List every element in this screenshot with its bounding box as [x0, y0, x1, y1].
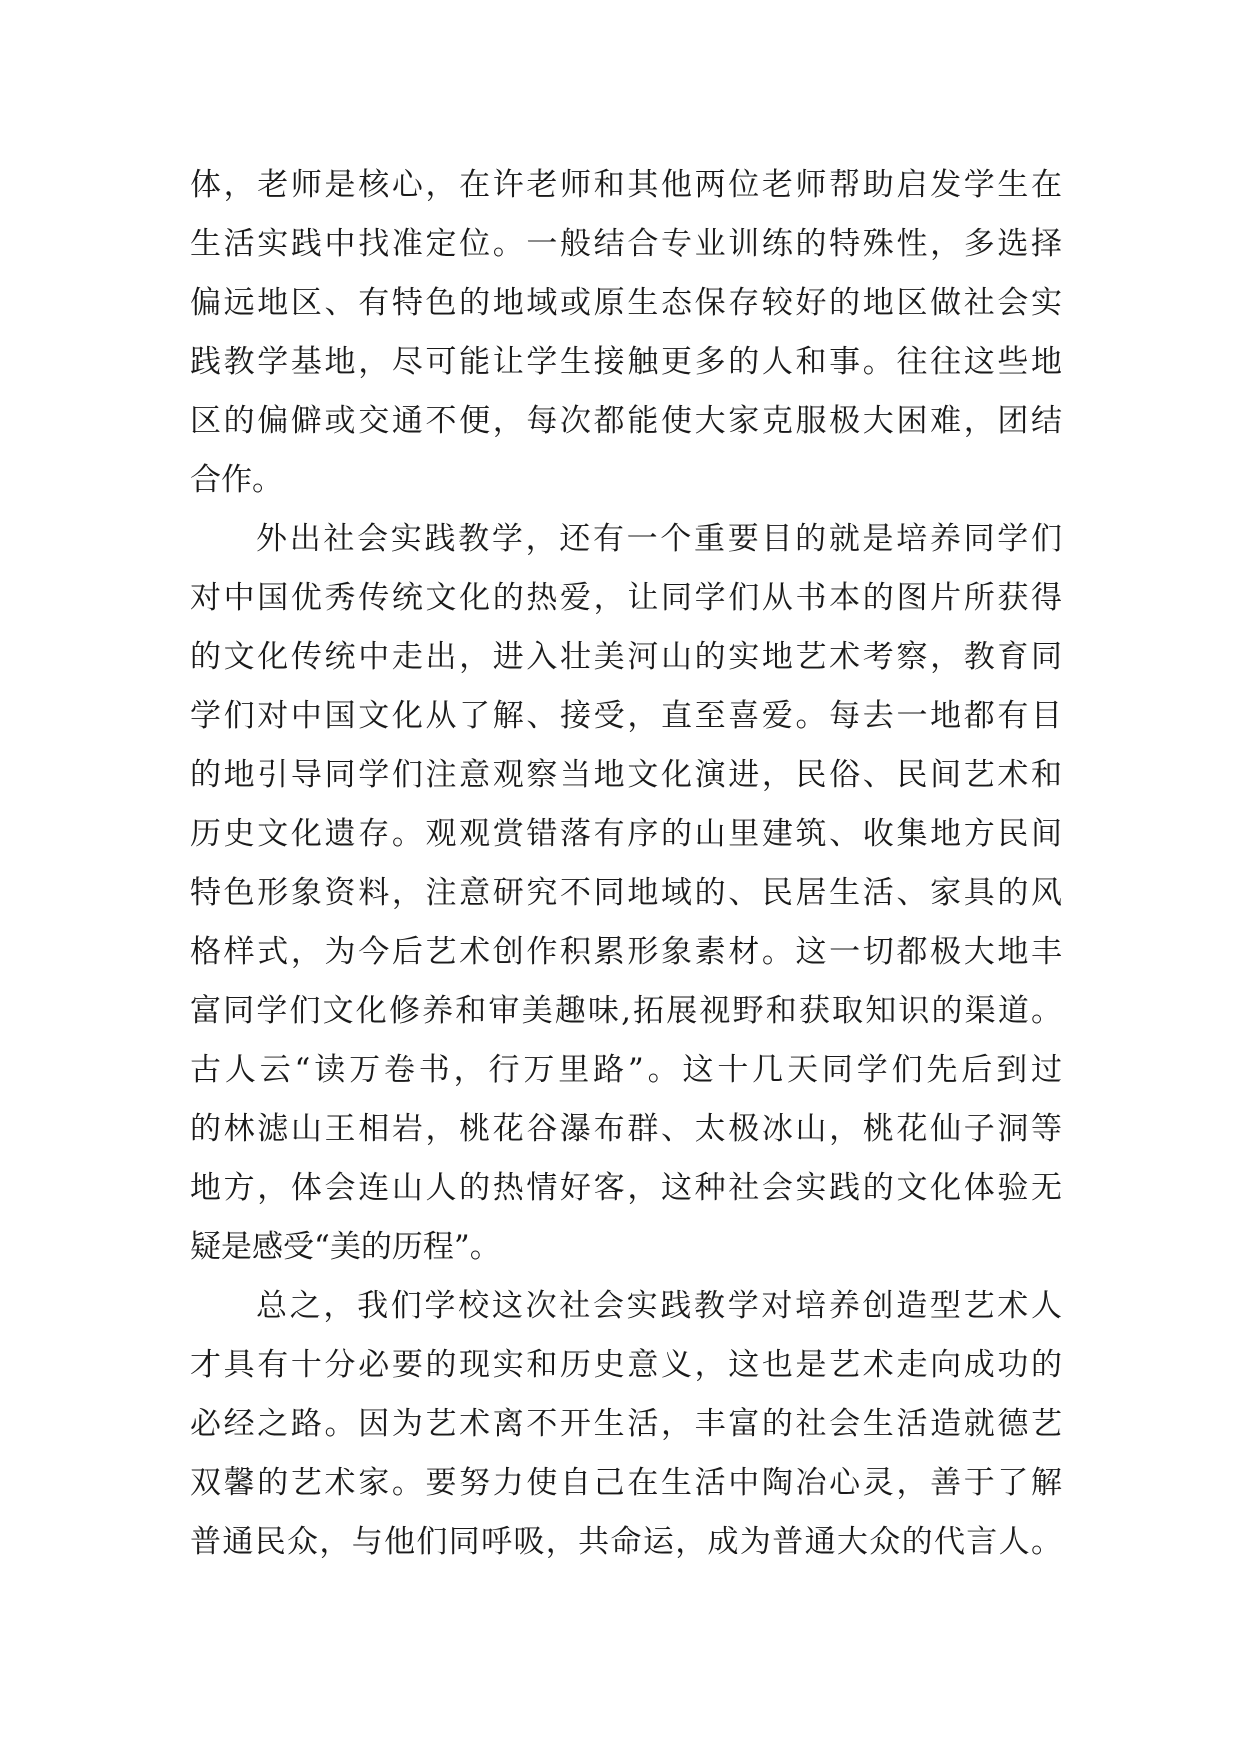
body-text: [190, 156, 1062, 1572]
text-line: 才具有十分必要的现实和历史意义，这也是艺术走向成功的: [190, 1347, 1062, 1383]
paragraph: [190, 510, 1062, 1277]
text-line: 地方，体会连山人的热情好客，这种社会实践的文化体验无: [190, 1170, 1062, 1206]
text-line: 的文化传统中走出，进入壮美河山的实地艺术考察，教育同: [190, 639, 1062, 675]
text-line: 外出社会实践教学，还有一个重要目的就是培养同学们: [256, 521, 1062, 557]
text-line: 区的偏僻或交通不便，每次都能使大家克服极大困难，团结: [190, 403, 1062, 439]
text-line: 学们对中国文化从了解、接受，直至喜爱。每去一地都有目: [190, 698, 1062, 734]
text-line: 必经之路。因为艺术离不开生活，丰富的社会生活造就德艺: [190, 1406, 1062, 1442]
paragraph: [190, 156, 1062, 510]
text-line: 特色形象资料，注意研究不同地域的、民居生活、家具的风: [190, 875, 1062, 911]
text-line: 践教学基地，尽可能让学生接触更多的人和事。往往这些地: [190, 344, 1062, 380]
text-line: 格样式，为今后艺术创作积累形象素材。这一切都极大地丰: [190, 934, 1062, 970]
text-line: 古人云“读万卷书，行万里路”。这十几天同学们先后到过: [190, 1052, 1062, 1088]
text-line: 普通民众，与他们同呼吸，共命运，成为普通大众的代言人。: [190, 1524, 1062, 1560]
text-line: 的林滤山王相岩，桃花谷瀑布群、太极冰山，桃花仙子洞等: [190, 1111, 1062, 1147]
paragraph: [190, 1277, 1062, 1572]
text-line: 合作。: [190, 462, 283, 498]
text-line: 富同学们文化修养和审美趣味,拓展视野和获取知识的渠道。: [190, 993, 1062, 1029]
text-line: 生活实践中找准定位。一般结合专业训练的特殊性，多选择: [190, 226, 1062, 262]
text-line: 总之，我们学校这次社会实践教学对培养创造型艺术人: [256, 1288, 1062, 1324]
text-line: 的地引导同学们注意观察当地文化演进，民俗、民间艺术和: [190, 757, 1062, 793]
text-line: 偏远地区、有特色的地域或原生态保存较好的地区做社会实: [190, 285, 1062, 321]
text-line: 疑是感受“美的历程”。: [190, 1229, 501, 1265]
text-line: 对中国优秀传统文化的热爱，让同学们从书本的图片所获得: [190, 580, 1062, 616]
text-line: 体，老师是核心，在许老师和其他两位老师帮助启发学生在: [190, 167, 1062, 203]
text-line: 历史文化遗存。观观赏错落有序的山里建筑、收集地方民间: [190, 816, 1062, 852]
text-line: 双馨的艺术家。要努力使自己在生活中陶冶心灵，善于了解: [190, 1465, 1062, 1501]
